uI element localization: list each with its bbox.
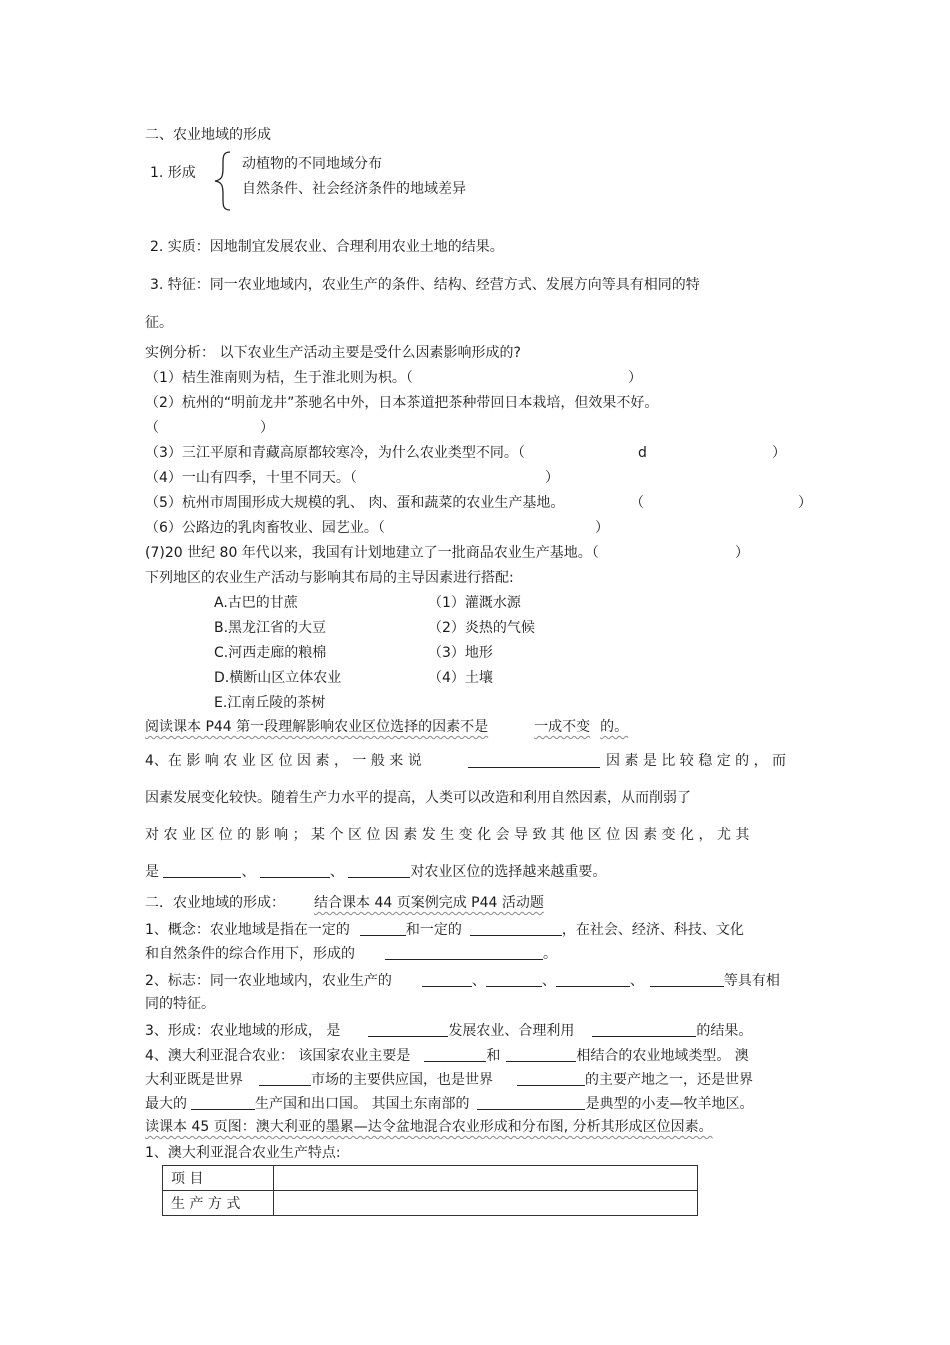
- row-header-item: 项 目: [163, 1166, 274, 1191]
- case-q3-answer: d: [638, 445, 647, 461]
- case-q4-close: ）: [545, 470, 559, 486]
- form3-line: 3、形成：农业地域的形成， 是 发展农业、合理利用 的结果。: [145, 1023, 753, 1039]
- case-intro: 实例分析： 以下农业生产活动主要是受什么因素影响形成的?: [145, 345, 521, 361]
- table-row: [163, 1191, 698, 1216]
- blank-aus-5[interactable]: [191, 1094, 255, 1110]
- concept-line-2: 和自然条件的综合作用下，形成的 。: [145, 946, 557, 962]
- q4-line-4: 是 、 、 对农业区位的选择越来越重要。: [145, 864, 607, 880]
- match-right-2: （2）炎热的气候: [428, 620, 535, 636]
- row-header-mode: 生 产 方 式: [163, 1191, 274, 1216]
- blank-aus-4[interactable]: [517, 1070, 585, 1086]
- q4-line-1b: 因 素 是 比 较 稳 定 的 ， 而: [606, 753, 787, 769]
- case-q3-close: ）: [772, 445, 786, 461]
- blank-mark-3[interactable]: [556, 971, 630, 987]
- blank-aus-6[interactable]: [477, 1094, 585, 1110]
- match-left-d: D.横断山区立体农业: [214, 670, 342, 686]
- feature-line-1: 3. 特征：同一农业地域内，农业生产的条件、结构、经营方式、发展方向等具有相同的特: [150, 277, 700, 293]
- case-q2-close: ）: [260, 420, 274, 436]
- case-q1: （1）桔生淮南则为桔，生于淮北则为枳。（: [145, 370, 413, 386]
- mark-line-2: 同的特征。: [145, 996, 215, 1012]
- match-intro: 下列地区的农业生产活动与影响其布局的主导因素进行搭配:: [145, 570, 514, 586]
- answer-cell-mode[interactable]: [274, 1191, 698, 1216]
- q4-line-3: 对 农 业 区 位 的 影 响 ； 某 个 区 位 因 素 发 生 变 化 会 导 致 其 他 区 位 因 素 变 化 ， 尤 其: [145, 827, 750, 843]
- case-q6-close: ）: [595, 520, 609, 536]
- case-q5-close: ）: [798, 495, 812, 511]
- aus-line-3: 最大的 生产国和出口国。 其国土东南部的 是典型的小麦—牧羊地区。: [145, 1096, 754, 1112]
- case-q5: （5）杭州市周围形成大规模的乳、 肉、蛋和蔬菜的农业生产基地。: [145, 495, 565, 511]
- blank-form3-1[interactable]: [368, 1021, 448, 1037]
- case-q2: （2）杭州的“明前龙井”茶驰名中外，日本茶道把茶种带回日本栽培，但效果不好。: [145, 395, 659, 411]
- aus-line-2: 大利亚既是世界 市场的主要供应国，也是世界 的主要产地之一，还是世界: [145, 1072, 753, 1088]
- case-q6: （6）公路边的乳肉畜牧业、园艺业。（: [145, 520, 385, 536]
- mark-line-1: 2、标志：同一农业地域内，农业生产的 、 、 、 等具有相: [145, 973, 780, 989]
- aus-line-1: 4、澳大利亚混合农业： 该国家农业主要是 和 相结合的农业地域类型。 澳: [145, 1048, 749, 1064]
- section-2b-title: 二．农业地域的形成：: [145, 895, 285, 911]
- formation-label: 1. 形成: [150, 165, 196, 181]
- formation-item-2: 自然条件、社会经济条件的地域差异: [242, 181, 466, 197]
- blank-q4-2[interactable]: [260, 862, 330, 878]
- essence-line: 2. 实质：因地制宜发展农业、合理利用农业土地的结果。: [150, 239, 504, 255]
- section-title: 二、农业地域的形成: [145, 127, 271, 143]
- aus-feature-table: [162, 1165, 698, 1216]
- case-q7-close: ）: [735, 545, 749, 561]
- case-q3: （3）三江平原和青藏高原都较寒冷，为什么农业类型不同。（: [145, 445, 525, 461]
- match-left-c: C.河西走廊的粮棉: [214, 645, 327, 661]
- match-right-4: （4）土壤: [428, 670, 493, 686]
- table-row: [163, 1166, 698, 1191]
- blank-aus-3[interactable]: [259, 1070, 311, 1086]
- case-q2-open: （: [145, 420, 159, 436]
- blank-mark-2[interactable]: [486, 971, 542, 987]
- case-q4: （4）一山有四季，十里不同天。（: [145, 470, 357, 486]
- q4-line-1a: 4、在 影 响 农 业 区 位 因 素 ， 一 般 来 说: [145, 753, 422, 769]
- blank-concept-2[interactable]: [470, 920, 562, 936]
- blank-aus-2[interactable]: [506, 1046, 576, 1062]
- blank-q4-3[interactable]: [348, 862, 410, 878]
- match-left-e: E.江南丘陵的茶树: [214, 695, 326, 711]
- aus-feature-title: 1、澳大利亚混合农业生产特点:: [145, 1145, 341, 1161]
- case-q5-open: （: [630, 495, 644, 511]
- match-right-3: （3）地形: [428, 645, 493, 661]
- section-2b-note: 结合课本 44 页案例完成 P44 活动题: [314, 895, 544, 911]
- blank-form3-2[interactable]: [592, 1021, 696, 1037]
- feature-line-2: 征。: [145, 315, 173, 331]
- blank-mark-4[interactable]: [650, 971, 724, 987]
- formation-item-1: 动植物的不同地域分布: [242, 156, 382, 172]
- blank-concept-1[interactable]: [360, 920, 406, 936]
- blank-mark-1[interactable]: [422, 971, 472, 987]
- case-q7: (7)20 世纪 80 年代以来，我国有计划地建立了一批商品农业生产基地。（: [145, 545, 599, 561]
- match-left-b: B.黑龙江省的大豆: [214, 620, 327, 636]
- curly-brace-icon: [212, 150, 234, 212]
- match-right-1: （1）灌溉水源: [428, 595, 521, 611]
- blank-stable-factor[interactable]: [468, 752, 600, 768]
- blank-concept-3[interactable]: [385, 944, 543, 960]
- q4-line-2: 因素发展变化较快。随着生产力水平的提高，人类可以改造和利用自然因素，从而削弱了: [145, 790, 691, 806]
- answer-cell-item[interactable]: [274, 1166, 698, 1191]
- read-note-2: 读课本 45 页图：澳大利亚的墨累—达令盆地混合农业形成和分布图, 分析其形成区位因素。: [145, 1119, 713, 1135]
- read-note-1: 阅读课本 P44 第一段理解影响农业区位选择的因素不是 一成不变 的。: [145, 719, 629, 735]
- blank-aus-1[interactable]: [424, 1046, 486, 1062]
- match-left-a: A.古巴的甘蔗: [214, 595, 298, 611]
- blank-q4-1[interactable]: [163, 862, 241, 878]
- case-q1-close: ）: [628, 370, 642, 386]
- concept-line-1: 1、概念：农业地域是指在一定的 和一定的 ，在社会、经济、科技、文化: [145, 922, 744, 938]
